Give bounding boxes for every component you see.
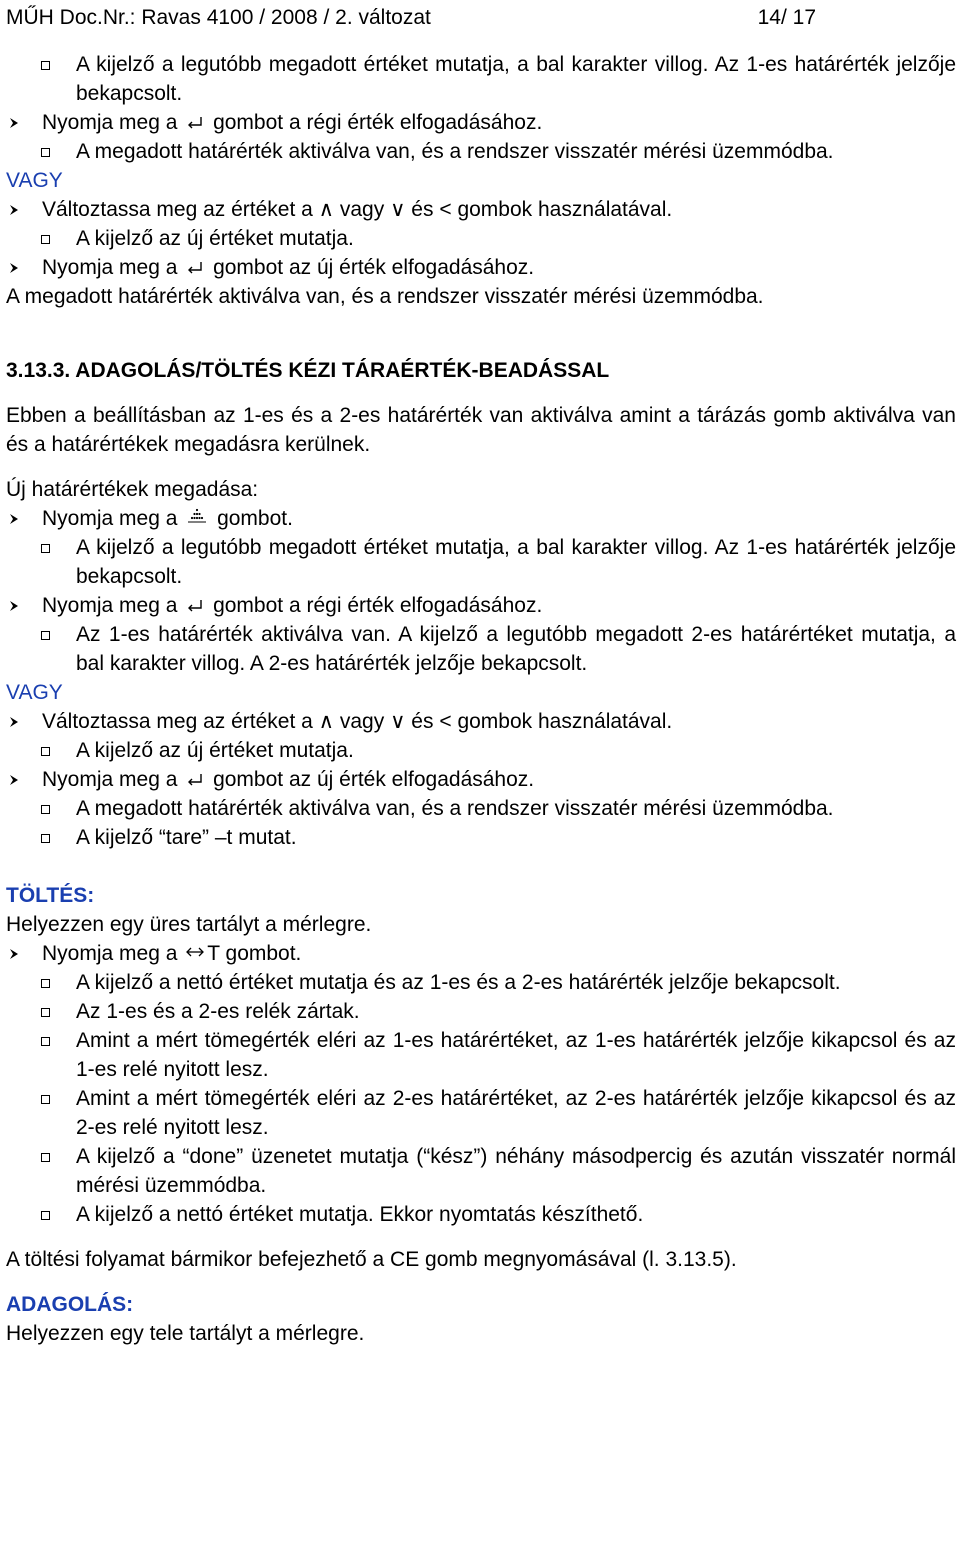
arrow-bullet-icon (8, 262, 20, 274)
checkbox-bullet-icon (41, 631, 50, 640)
paragraph: A megadott határérték aktiválva van, és a rendszer visszatér mérési üzemmódba. (6, 285, 764, 308)
checkbox-bullet-icon (41, 544, 50, 553)
enter-key-icon (186, 116, 204, 130)
checkbox-bullet-icon (41, 805, 50, 814)
list-item: Amint a mért tömegérték eléri az 2-es határértéket, az 2-es határérték jelzője kikapcsol és az 2-es relé nyitott lesz. (6, 1084, 956, 1142)
paragraph: Helyezzen egy tele tartályt a mérlegre. (6, 1322, 365, 1345)
doc-number: MŰH Doc.Nr.: Ravas 4100 / 2008 / 2. változat (6, 6, 431, 29)
list-item: Nyomja meg a gombot a régi érték elfogadásához. (6, 108, 956, 137)
list-item: A megadott határérték aktiválva van, és a rendszer visszatér mérési üzemmódba. (6, 794, 956, 823)
list-item: Változtassa meg az értéket a ∧ vagy ∨ és < gombok használatával. (6, 707, 956, 736)
list-item: Nyomja meg a gombot a régi érték elfogadásához. (6, 591, 956, 620)
list-item: A kijelző a legutóbb megadott értéket mutatja, a bal karakter villog. Az 1-es határérték jelzője bekapcsolt. (6, 50, 956, 108)
arrow-bullet-icon (8, 117, 20, 129)
down-key-icon: ∨ (390, 198, 406, 221)
list-item: Változtassa meg az értéket a ∧ vagy ∨ és < gombok használatával. (6, 195, 956, 224)
arrow-bullet-icon (8, 716, 20, 728)
paragraph: Ebben a beállításban az 1-es és a 2-es határérték van aktiválva amint a tárázás gomb aktiválva van és a határértékek megadásra kerülnek. (6, 404, 956, 456)
filling-heading: TÖLTÉS: (6, 884, 95, 907)
page-number: 14/ 17 (757, 6, 816, 29)
list-item: Nyomja meg a T gombot. (6, 939, 956, 968)
list-item: Nyomja meg a gombot az új érték elfogadásához. (6, 253, 956, 282)
or-label: VAGY (6, 681, 63, 704)
arrow-bullet-icon (8, 774, 20, 786)
list-item: Az 1-es és a 2-es relék zártak. (6, 997, 956, 1026)
left-right-arrow-icon (184, 945, 206, 959)
arrow-bullet-icon (8, 513, 20, 525)
checkbox-bullet-icon (41, 1037, 50, 1046)
checkbox-bullet-icon (41, 747, 50, 756)
checkbox-bullet-icon (41, 235, 50, 244)
checkbox-bullet-icon (41, 1095, 50, 1104)
or-label: VAGY (6, 169, 63, 192)
checkbox-bullet-icon (41, 1153, 50, 1162)
list-item: Az 1-es határérték aktiválva van. A kijelző a legutóbb megadott 2-es határértéket mutatja, a bal karakter villog. A 2-es határérték jelzője bekapcsolt. (6, 620, 956, 678)
enter-key-icon (186, 599, 204, 613)
arrow-bullet-icon (8, 600, 20, 612)
list-item: A kijelző a nettó értéket mutatja. Ekkor nyomtatás készíthető. (6, 1200, 956, 1229)
up-key-icon: ∧ (318, 710, 335, 733)
paragraph: Új határértékek megadása: (6, 478, 259, 501)
list-item: A kijelző a nettó értéket mutatja és az 1-es és a 2-es határérték jelzője bekapcsolt. (6, 968, 956, 997)
document-page (6, 4, 956, 1348)
enter-key-icon (186, 773, 204, 787)
list-item: Nyomja meg a gombot az új érték elfogadásához. (6, 765, 956, 794)
checkbox-bullet-icon (41, 61, 50, 70)
checkbox-bullet-icon (41, 1008, 50, 1017)
list-item: A megadott határérték aktiválva van, és a rendszer visszatér mérési üzemmódba. (6, 137, 956, 166)
list-item: A kijelző az új értéket mutatja. (6, 224, 956, 253)
checkbox-bullet-icon (41, 1211, 50, 1220)
list-item: Nyomja meg a gombot. (6, 504, 956, 533)
left-key-icon: < (439, 198, 452, 221)
page-header (6, 4, 816, 34)
list-item: Amint a mért tömegérték eléri az 1-es határértéket, az 1-es határérték jelzője kikapcsol és az 1-es relé nyitott lesz. (6, 1026, 956, 1084)
up-key-icon: ∧ (318, 198, 335, 221)
left-key-icon: < (439, 710, 452, 733)
arrow-bullet-icon (8, 204, 20, 216)
enter-key-icon (186, 261, 204, 275)
list-item: A kijelző “tare” –t mutat. (6, 823, 956, 852)
arrow-bullet-icon (8, 948, 20, 960)
checkbox-bullet-icon (41, 834, 50, 843)
tare-key-icon (185, 507, 209, 525)
paragraph: A töltési folyamat bármikor befejezhető a CE gomb megnyomásával (l. 3.13.5). (6, 1248, 737, 1271)
list-item: A kijelző az új értéket mutatja. (6, 736, 956, 765)
paragraph: Helyezzen egy üres tartályt a mérlegre. (6, 913, 372, 936)
dosing-heading: ADAGOLÁS: (6, 1293, 134, 1316)
list-item: A kijelző a legutóbb megadott értéket mutatja, a bal karakter villog. Az 1-es határérték jelzője bekapcsolt. (6, 533, 956, 591)
down-key-icon: ∨ (390, 710, 406, 733)
section-heading: 3.13.3. ADAGOLÁS/TÖLTÉS KÉZI TÁRAÉRTÉK-BEADÁSSAL (6, 359, 610, 382)
list-item: A kijelző a “done” üzenetet mutatja (“kész”) néhány másodpercig és azután visszatér normál mérési üzemmódba. (6, 1142, 956, 1200)
checkbox-bullet-icon (41, 979, 50, 988)
checkbox-bullet-icon (41, 148, 50, 157)
